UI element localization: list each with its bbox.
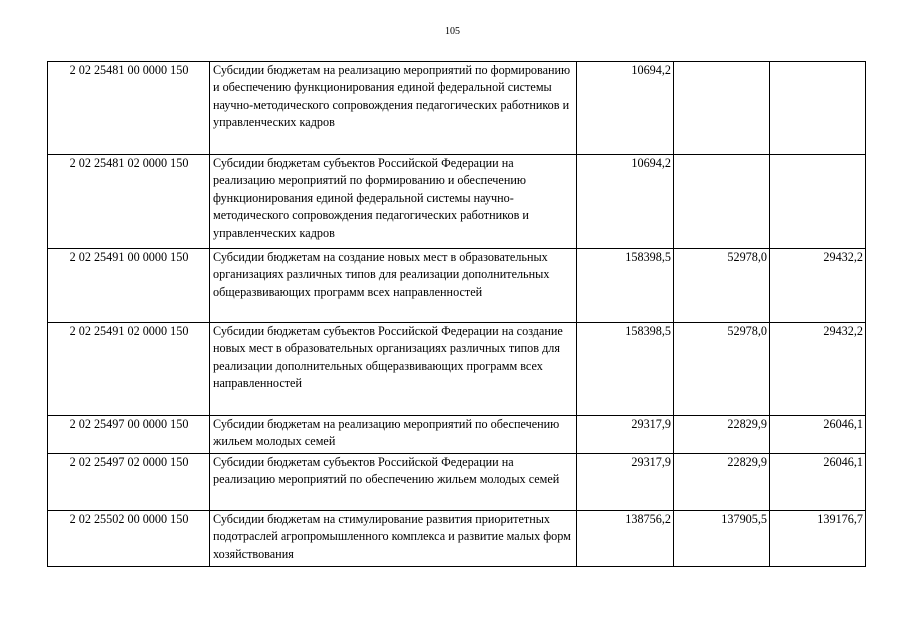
amount-cell-1: 158398,5 xyxy=(577,323,674,416)
budget-code-cell: 2 02 25497 02 0000 150 xyxy=(48,454,210,511)
table-row xyxy=(48,416,866,454)
amount-cell-1: 10694,2 xyxy=(577,155,674,249)
amount-cell-2: 137905,5 xyxy=(674,511,770,567)
table-row xyxy=(48,323,866,416)
amount-cell-2: 52978,0 xyxy=(674,323,770,416)
amount-cell-2: 22829,9 xyxy=(674,416,770,454)
amount-cell-3: 26046,1 xyxy=(770,454,866,511)
table-row xyxy=(48,249,866,323)
amount-cell-1: 138756,2 xyxy=(577,511,674,567)
budget-code-cell: 2 02 25491 02 0000 150 xyxy=(48,323,210,416)
description-cell: Субсидии бюджетам субъектов Российской Федерации на реализацию мероприятий по формированию и обеспечению функционирования единой федеральной системы научно-методического сопровождения педагогических работников и управленческих кадров xyxy=(210,155,577,249)
table-row xyxy=(48,454,866,511)
description-cell: Субсидии бюджетам на создание новых мест в образовательных организациях различных типов для реализации дополнительных общеразвивающих программ всех направленностей xyxy=(210,249,577,323)
amount-cell-1: 158398,5 xyxy=(577,249,674,323)
amount-cell-3: 26046,1 xyxy=(770,416,866,454)
budget-code-cell: 2 02 25491 00 0000 150 xyxy=(48,249,210,323)
amount-cell-1: 29317,9 xyxy=(577,416,674,454)
table-row xyxy=(48,155,866,249)
amount-cell-2: 22829,9 xyxy=(674,454,770,511)
amount-cell-2 xyxy=(674,155,770,249)
budget-revenue-table xyxy=(47,61,866,567)
page-number: 105 xyxy=(445,26,460,37)
table-row xyxy=(48,511,866,567)
amount-cell-3: 29432,2 xyxy=(770,323,866,416)
description-cell: Субсидии бюджетам на стимулирование развития приоритетных подотраслей агропромышленного комплекса и развитие малых форм хозяйствования xyxy=(210,511,577,567)
amount-cell-3 xyxy=(770,155,866,249)
description-cell: Субсидии бюджетам субъектов Российской Федерации на реализацию мероприятий по обеспечению жильем молодых семей xyxy=(210,454,577,511)
amount-cell-1: 10694,2 xyxy=(577,62,674,155)
description-cell: Субсидии бюджетам на реализацию мероприятий по обеспечению жильем молодых семей xyxy=(210,416,577,454)
amount-cell-3 xyxy=(770,62,866,155)
description-cell: Субсидии бюджетам субъектов Российской Федерации на создание новых мест в образовательных организациях различных типов для реализации дополнительных общеразвивающих программ всех направленностей xyxy=(210,323,577,416)
budget-code-cell: 2 02 25481 02 0000 150 xyxy=(48,155,210,249)
amount-cell-3: 139176,7 xyxy=(770,511,866,567)
description-cell: Субсидии бюджетам на реализацию мероприятий по формированию и обеспечению функционирования единой федеральной системы научно-методического сопровождения педагогических работников и управленческих кадров xyxy=(210,62,577,155)
amount-cell-2: 52978,0 xyxy=(674,249,770,323)
budget-code-cell: 2 02 25481 00 0000 150 xyxy=(48,62,210,155)
budget-code-cell: 2 02 25497 00 0000 150 xyxy=(48,416,210,454)
amount-cell-3: 29432,2 xyxy=(770,249,866,323)
budget-code-cell: 2 02 25502 00 0000 150 xyxy=(48,511,210,567)
table-row xyxy=(48,62,866,155)
amount-cell-2 xyxy=(674,62,770,155)
amount-cell-1: 29317,9 xyxy=(577,454,674,511)
